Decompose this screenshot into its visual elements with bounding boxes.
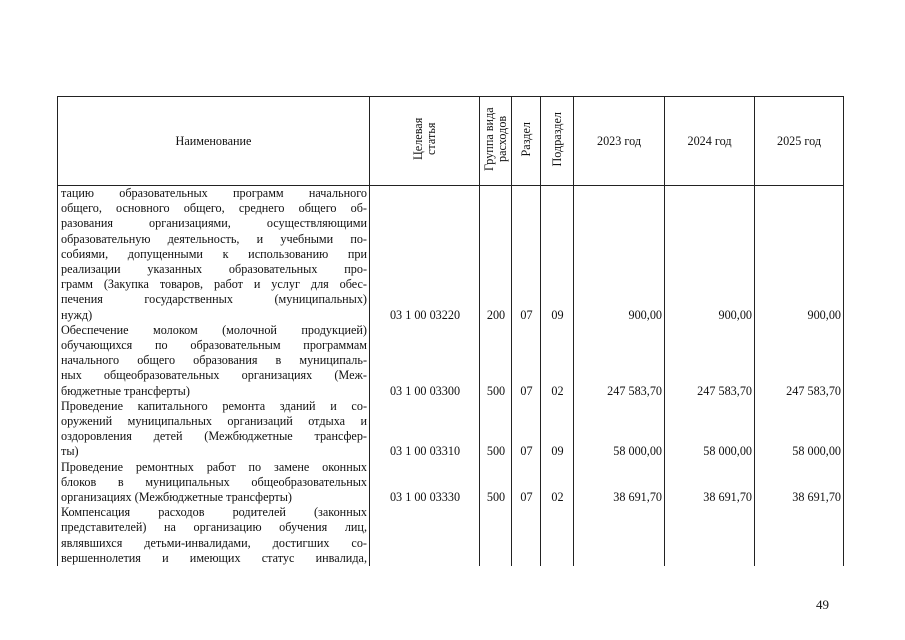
row-name-line: грамм (Закупка товаров, работ и услуг для обес- — [61, 277, 367, 292]
table-row — [58, 186, 844, 323]
row-name-line: Проведение ремонтных работ по замене оконных — [61, 459, 367, 474]
row-name-line: образовательную деятельность, и учебными по- — [61, 231, 367, 246]
header-2024-text: 2024 год — [687, 133, 732, 148]
table-body — [58, 186, 844, 567]
header-2023 — [574, 97, 665, 186]
header-target — [370, 97, 480, 186]
row-subsection: 09 — [541, 186, 574, 323]
row-target: 03 1 00 03310 — [370, 399, 480, 460]
row-2023: 58 000,00 — [574, 399, 665, 460]
table-row — [58, 460, 844, 506]
row-name-line: вершеннолетия и имеющих статус инвалида, — [61, 550, 367, 565]
row-group: 200 — [480, 186, 512, 323]
budget-table — [57, 96, 844, 566]
row-name-line: представителей) на организацию обучения лиц, — [61, 520, 367, 535]
row-name-line: блоков в муниципальных общеобразовательных — [61, 474, 367, 489]
row-name-line: оружений муниципальных организаций отдыха и — [61, 414, 367, 429]
row-section: 07 — [512, 323, 541, 399]
row-name-line: Обеспечение молоком (молочной продукцией) — [61, 322, 367, 337]
table-row — [58, 323, 844, 399]
row-group: 500 — [480, 399, 512, 460]
header-2023-text: 2023 год — [596, 133, 642, 148]
row-name-line: реализации указанных образовательных про- — [61, 262, 367, 277]
row-name-line: разования организациями, осуществляющими — [61, 216, 367, 231]
header-name-text: Наименование — [175, 133, 252, 148]
row-subsection: 02 — [541, 460, 574, 506]
row-2025: 900,00 — [755, 186, 844, 323]
row-2025: 58 000,00 — [755, 399, 844, 460]
header-subsection-text: Подраздел — [549, 111, 564, 167]
row-2025: 247 583,70 — [755, 323, 844, 399]
table-header-row — [58, 97, 844, 186]
row-target: 03 1 00 03330 — [370, 460, 480, 506]
row-subsection: 02 — [541, 323, 574, 399]
row-section: 07 — [512, 186, 541, 323]
row-group — [480, 505, 512, 566]
row-2023: 38 691,70 — [574, 460, 665, 506]
row-2025 — [755, 505, 844, 566]
row-section — [512, 505, 541, 566]
row-target: 03 1 00 03300 — [370, 323, 480, 399]
row-name-line: Компенсация расходов родителей (законных — [61, 505, 367, 520]
row-section: 07 — [512, 399, 541, 460]
header-subsection — [541, 97, 574, 186]
row-name-line: бюджетные трансферты) — [61, 383, 190, 398]
header-2025-text: 2025 год — [776, 133, 822, 148]
row-2024: 38 691,70 — [665, 460, 755, 506]
row-group: 500 — [480, 323, 512, 399]
row-name-line: нужд) — [61, 307, 93, 322]
row-2023: 247 583,70 — [574, 323, 665, 399]
row-subsection: 09 — [541, 399, 574, 460]
header-2024 — [665, 97, 755, 186]
header-2025 — [755, 97, 844, 186]
row-name — [58, 186, 370, 323]
row-name-line: оздоровления детей (Межбюджетные трансфер- — [61, 429, 367, 444]
row-name-line: начального общего образования в муниципаль- — [61, 353, 367, 368]
row-2023 — [574, 505, 665, 566]
row-2024: 247 583,70 — [665, 323, 755, 399]
header-target-text: Целевая статья — [410, 117, 438, 161]
row-name-line: печения государственных (муниципальных) — [61, 292, 367, 307]
header-group — [480, 97, 512, 186]
header-group-text: Группа вида расходов — [481, 107, 509, 171]
table-row — [58, 505, 844, 566]
row-name-line: являвшихся детьми-инвалидами, достигших со- — [61, 535, 367, 550]
row-2023: 900,00 — [574, 186, 665, 323]
row-name-line: общего, основного общего, среднего общего об- — [61, 201, 367, 216]
header-section — [512, 97, 541, 186]
row-name — [58, 460, 370, 506]
row-2024: 58 000,00 — [665, 399, 755, 460]
row-name — [58, 399, 370, 460]
row-name-line: обучающихся по образовательным программам — [61, 338, 367, 353]
row-name-line: Проведение капитального ремонта зданий и со- — [61, 398, 367, 413]
row-name-line: ты) — [61, 444, 79, 459]
header-name — [58, 97, 370, 186]
page-number: 49 — [816, 597, 829, 612]
header-section-text: Раздел — [518, 121, 533, 157]
row-section: 07 — [512, 460, 541, 506]
row-name-line: организациях (Межбюджетные трансферты) — [61, 490, 292, 505]
row-name-line: тацию образовательных программ начального — [61, 186, 367, 200]
row-subsection — [541, 505, 574, 566]
row-group: 500 — [480, 460, 512, 506]
row-name-line: собиями, допущенными к использованию при — [61, 246, 367, 261]
row-target — [370, 505, 480, 566]
row-target: 03 1 00 03220 — [370, 186, 480, 323]
row-2024 — [665, 505, 755, 566]
row-2025: 38 691,70 — [755, 460, 844, 506]
row-name — [58, 323, 370, 399]
row-2024: 900,00 — [665, 186, 755, 323]
table-row — [58, 399, 844, 460]
row-name — [58, 505, 370, 566]
row-name-line: ных общеобразовательных организациях (Меж- — [61, 368, 367, 383]
